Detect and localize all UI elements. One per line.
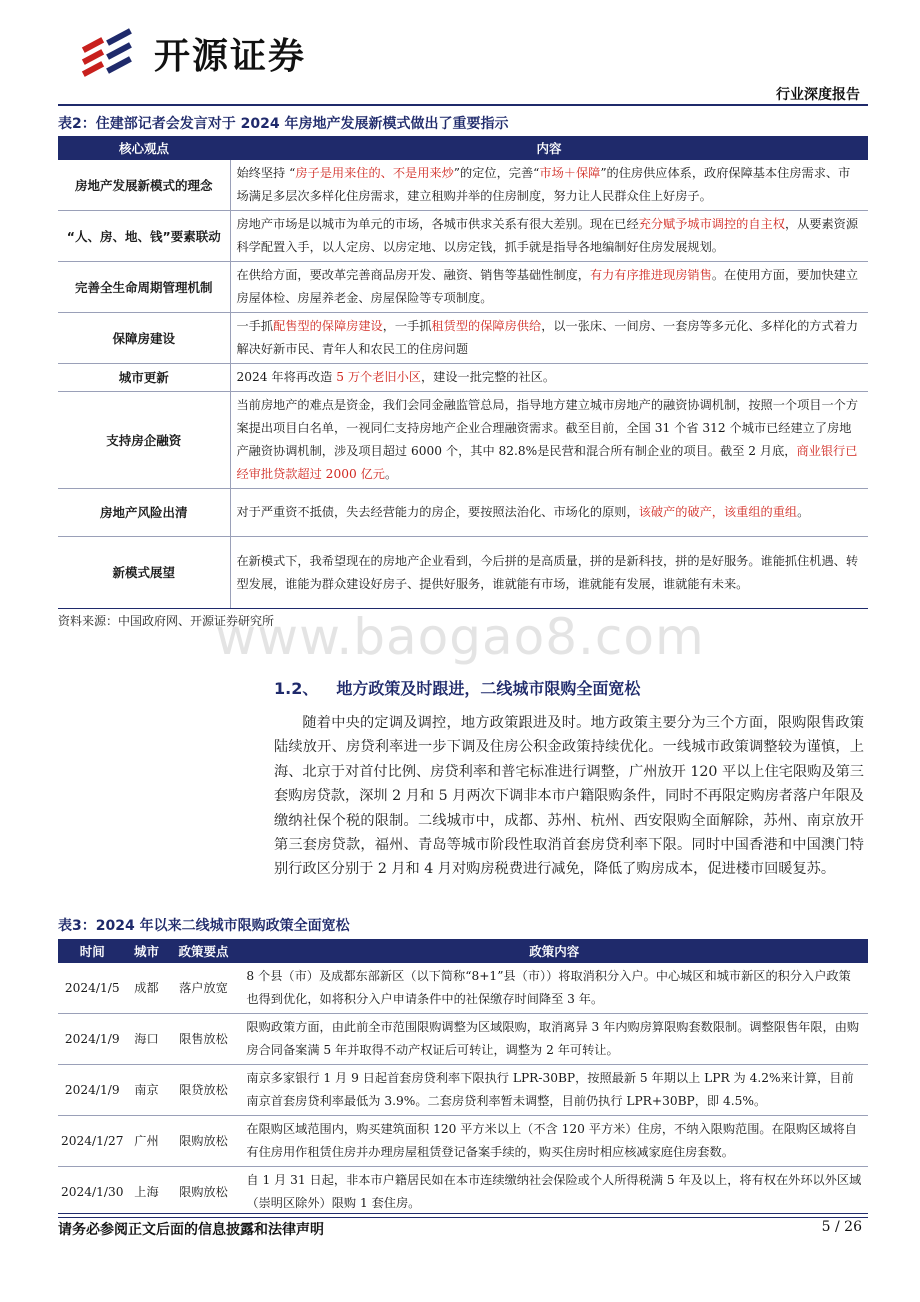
table2-title: 住建部记者会发言对于 2024 年房地产发展新模式做出了重要指示 [95,116,509,132]
city-cell: 海口 [127,1014,167,1065]
table-row [58,1167,868,1218]
table2-source: 资料来源：中国政府网、开源证券研究所 [58,614,275,628]
table3-label: 表3： [58,918,96,934]
policy-content-cell: 限购政策方面，由此前全市范围限购调整为区域限购，取消离异 3 年内购房算限购套数限制。调整限售年限，由购房合同备案满 5 年并取得不动产权证后可转让，调整为 2 年可转让。 [240,1014,868,1065]
date-cell: 2024/1/5 [58,963,127,1014]
date-cell: 2024/1/30 [58,1167,127,1218]
column-header: 城市 [127,939,167,963]
row-content [230,489,868,537]
content-text: 始终坚持 “ [236,166,296,180]
policy-content-cell: 在限购区域范围内，购买建筑面积 120 平方米以上（不含 120 平方米）住房，不纳入限购范围。在限购区域将自有住房用作租赁住房并办理房屋租赁登记备案手续的，购买住房时相应核减家庭住房套数。 [240,1116,868,1167]
brand-name: 开源证券 [154,36,307,77]
highlight-text: 配售型的保障房建设 [273,319,383,333]
highlight-text: 商业银行已经审批贷款超过 2000 亿元 [236,444,858,481]
report-type: 行业深度报告 [776,87,860,103]
highlight-text: 5 万个老旧小区 [336,370,421,384]
policy-point-cell: 限贷放松 [166,1065,240,1116]
policy-point-cell: 限购放松 [166,1167,240,1218]
table3-caption [58,915,350,935]
page-number: 5 / 26 [821,1219,862,1235]
policy-point-cell: 限购放松 [166,1116,240,1167]
highlight-text: 房子是用来住的、不是用来炒 [295,166,454,180]
table3-title: 2024 年以来二线城市限购政策全面宽松 [95,918,350,934]
section-title: 地方政策及时跟进，二线城市限购全面宽松 [336,679,641,698]
table-row [58,489,868,537]
city-policy-table [58,939,868,1218]
table2-label: 表2： [58,116,96,132]
row-key: 房地产风险出清 [58,489,230,537]
date-cell: 2024/1/9 [58,1065,127,1116]
column-header: 政策要点 [166,939,240,963]
policy-content-cell: 自 1 月 31 日起，非本市户籍居民如在本市连续缴纳社会保险或个人所得税满 5 年及以上，将有权在外环以外区域（崇明区除外）限购 1 套住房。 [240,1167,868,1218]
row-key: 完善全生命周期管理机制 [58,262,230,313]
table-row [58,1014,868,1065]
city-cell: 成都 [127,963,167,1014]
content-text: 对于严重资不抵债，失去经营能力的房企，要按照法治化、市场化的原则， [236,505,639,519]
content-text: 。 [384,467,398,481]
policy-content-cell: 南京多家银行 1 月 9 日起首套房贷利率下限执行 LPR-30BP，按照最新 5 年期以上 LPR 为 4.2%来计算，目前南京首套房贷利率最低为 3.9%。二套房贷利率暂未调整，目前仍执行 LPR+30BP，即 4.5%。 [240,1065,868,1116]
header-divider [58,104,868,106]
row-key: 房地产发展新模式的理念 [58,160,230,211]
row-content [230,262,868,313]
date-cell: 2024/1/27 [58,1116,127,1167]
content-text: ，从要素资源科学配置入手，以人定房、以房定地、以房定钱，抓手就是指导各地编制好住房发展规划。 [236,217,859,254]
row-content [230,537,868,609]
table2-caption [58,113,508,133]
content-text: ”的住房供应体系，政府保障基本住房需求、市场满足多层次多样化住房需求，建立租购并举的住房制度，努力让人民群众住上好房子。 [236,166,851,203]
table-row [58,211,868,262]
column-header: 政策内容 [240,939,868,963]
row-key: 城市更新 [58,364,230,392]
table-row [58,313,868,364]
policy-point-cell: 落户放宽 [166,963,240,1014]
footer-disclaimer: 请务必参阅正文后面的信息披露和法律声明 [58,1222,324,1238]
content-text: 2024 年将再改造 [236,370,337,384]
table-row [58,364,868,392]
body-paragraph: 随着中央的定调及调控，地方政策跟进及时。地方政策主要分为三个方面，限购限售政策陆续放开、房贷利率进一步下调及住房公积金政策持续优化。一线城市政策调整较为谨慎，上海、北京于对首付比例、房贷利率和普宅标准进行调整，广州放开 120 平以上住宅限购及第三套购房贷款，深圳 2 月和 5 月两次下调非本市户籍限购条件，同时不再限定购房者落户年限及缴纳社保个税的限制。二线城市中，成都、苏州、杭州、西安限购全面解除，苏州、南京放开第三套房贷款，福州、青岛等城市阶段性取消首套房贷利率下限。同时中国香港和中国澳门特别行政区分别于 2 月和 4 月对购房税费进行减免，降低了购房成本，促进楼市回暖复苏。 [274,715,864,878]
content-text: ，以一张床、一间房、一套房等多元化、多样化的方式着力解决好新市民、青年人和农民工的住房问题 [236,319,859,356]
row-key: 新模式展望 [58,537,230,609]
column-header: 时间 [58,939,127,963]
table-header-row [58,136,868,160]
company-logo [78,22,378,86]
city-cell: 南京 [127,1065,167,1116]
logo-mark-icon [78,22,148,86]
table-header-row [58,939,868,963]
row-content [230,364,868,392]
content-text: 当前房地产的难点是资金，我们会同金融监管总局，指导地方建立城市房地产的融资协调机制，按照一个项目一个方案提出项目白名单，一视同仁支持房地产企业合理融资需求。截至目前，全国 31 个省 312 个城市已经建立了房地产融资协调机制，涉及项目超过 6000 个，其中 82.8%是民营和混合所有制企业的项目。截至 2 月底， [236,398,859,458]
row-content [230,313,868,364]
table-row [58,392,868,489]
table-row [58,537,868,609]
row-key: 支持房企融资 [58,392,230,489]
column-header: 内容 [230,136,868,160]
content-text: ，一手抓 [382,319,432,333]
content-text: ”的定位，完善“ [453,166,540,180]
policy-guidance-table [58,136,868,609]
table-row [58,963,868,1014]
content-text: 。 [797,505,810,519]
watermark: www.baogao8.com [215,608,705,666]
row-key: 保障房建设 [58,313,230,364]
highlight-text: 该破产的破产，该重组的重组 [638,505,798,519]
row-key: “人、房、地、钱”要素联动 [58,211,230,262]
city-cell: 广州 [127,1116,167,1167]
row-content [230,160,868,211]
highlight-text: 充分赋予城市调控的自主权 [638,217,785,231]
table-row [58,160,868,211]
content-text: 在新模式下，我希望现在的房地产企业看到，今后拼的是高质量，拼的是新科技，拼的是好服务。谁能抓住机遇、转型发展，谁能为群众建设好房子、提供好服务，谁就能有市场，谁就能有发展，谁就能有未来。 [236,553,859,591]
row-content [230,211,868,262]
policy-content-cell: 8 个县（市）及成都东部新区（以下简称“8+1”县（市））将取消积分入户。中心城区和城市新区的积分入户政策也得到优化，如将积分入户申请条件中的社保缴存时间降至 3 年。 [240,963,868,1014]
date-cell: 2024/1/9 [58,1014,127,1065]
column-header: 核心观点 [58,136,230,160]
city-cell: 上海 [127,1167,167,1218]
content-text: 。在使用方面，要加快建立房屋体检、房屋养老金、房屋保险等专项制度。 [236,268,859,305]
highlight-text: 租赁型的保障房供给 [431,319,542,333]
section-number: 1.2、 [274,679,319,698]
table-row [58,1116,868,1167]
content-text: ，建设一批完整的社区。 [420,370,556,384]
highlight-text: 市场＋保障 [539,166,601,180]
section-heading [274,676,640,699]
policy-point-cell: 限售放松 [166,1014,240,1065]
row-content [230,392,868,489]
content-text: 一手抓 [236,319,274,333]
table-row [58,1065,868,1116]
footer-divider [58,1213,868,1214]
content-text: 房地产市场是以城市为单元的市场，各城市供求关系有很大差别。现在已经 [236,217,639,231]
table-row [58,262,868,313]
content-text: 在供给方面，要改革完善商品房开发、融资、销售等基础性制度， [236,268,590,282]
highlight-text: 有力有序推进现房销售 [589,268,712,282]
